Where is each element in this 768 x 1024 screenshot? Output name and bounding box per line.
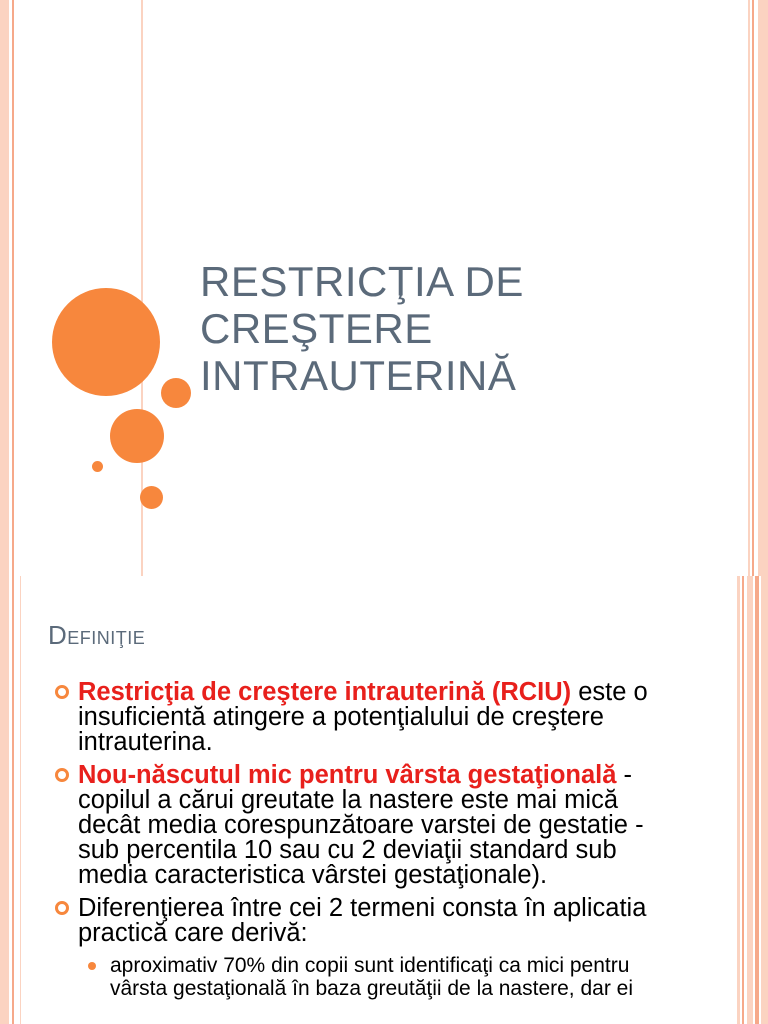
list-item-line	[78, 680, 752, 705]
title-line-1: RESTRICŢIA DE	[200, 258, 524, 305]
tiny-circle-decoration	[92, 461, 103, 472]
medium-circle-decoration	[110, 409, 164, 463]
highlight-text: Nou-născutul mic pentru vârsta gestaţională	[78, 761, 617, 789]
right-stripe-light	[758, 0, 768, 576]
title-line-3: INTRAUTERINĂ	[200, 352, 517, 399]
list-item-line: sub percentila 10 sau cu 2 deviaţii standard sub	[78, 836, 617, 864]
list-item-line: practică care derivă:	[78, 919, 308, 947]
list-item	[52, 896, 752, 946]
list-item-line	[78, 763, 752, 788]
highlight-text: Restricţia de creştere intrauterină (RCIU)	[78, 678, 572, 706]
small-circle-decoration	[161, 378, 191, 408]
definition-list	[52, 680, 752, 1000]
sub-list-item	[52, 954, 752, 1000]
right-stripe-light-c	[761, 576, 768, 1024]
list-item-line: decât media corespunzătoare varstei de gestatie -	[78, 811, 644, 839]
slide-heading: Definiţie	[48, 620, 146, 650]
left-stripe-mid	[12, 576, 14, 1024]
list-item-line: Diferenţierea între cei 2 termeni consta în aplicatia	[78, 894, 647, 922]
list-item-line: insuficientă atingere a potenţialului de creştere	[78, 703, 604, 731]
left-stripe-light	[0, 0, 9, 576]
list-item-line: copilul a cărui greutate la nastere este mai mică	[78, 786, 619, 814]
lower-circle-decoration	[140, 486, 163, 509]
sub-list-item-line: aproximativ 70% din copii sunt identificaţi ca mici pentru	[110, 954, 630, 977]
sub-list-item-line: vârsta gestaţională în baza greutăţii de la nastere, dar ei	[110, 977, 633, 1000]
left-stripe-mid	[12, 0, 14, 576]
right-stripe-thin	[748, 0, 750, 576]
large-circle-decoration	[52, 288, 160, 396]
list-item-line: media caracteristica vârstei gestaţionale).	[78, 861, 548, 889]
list-item	[52, 680, 752, 755]
slide-title	[200, 258, 524, 399]
left-stripe-thin	[20, 576, 21, 1024]
list-item-line: intrauterina.	[78, 728, 213, 756]
list-item-text: -	[616, 761, 633, 789]
title-line-2: CREŞTERE	[200, 305, 433, 352]
list-item-text: este o	[571, 678, 648, 706]
dot-bullet-icon	[88, 962, 96, 970]
right-stripe-mid-b	[755, 576, 759, 1024]
ring-bullet-icon	[55, 768, 69, 782]
right-stripe-mid	[752, 0, 754, 576]
ring-bullet-icon	[55, 901, 69, 915]
ring-bullet-icon	[55, 685, 69, 699]
left-stripe-light	[0, 576, 9, 1024]
list-item	[52, 763, 752, 888]
